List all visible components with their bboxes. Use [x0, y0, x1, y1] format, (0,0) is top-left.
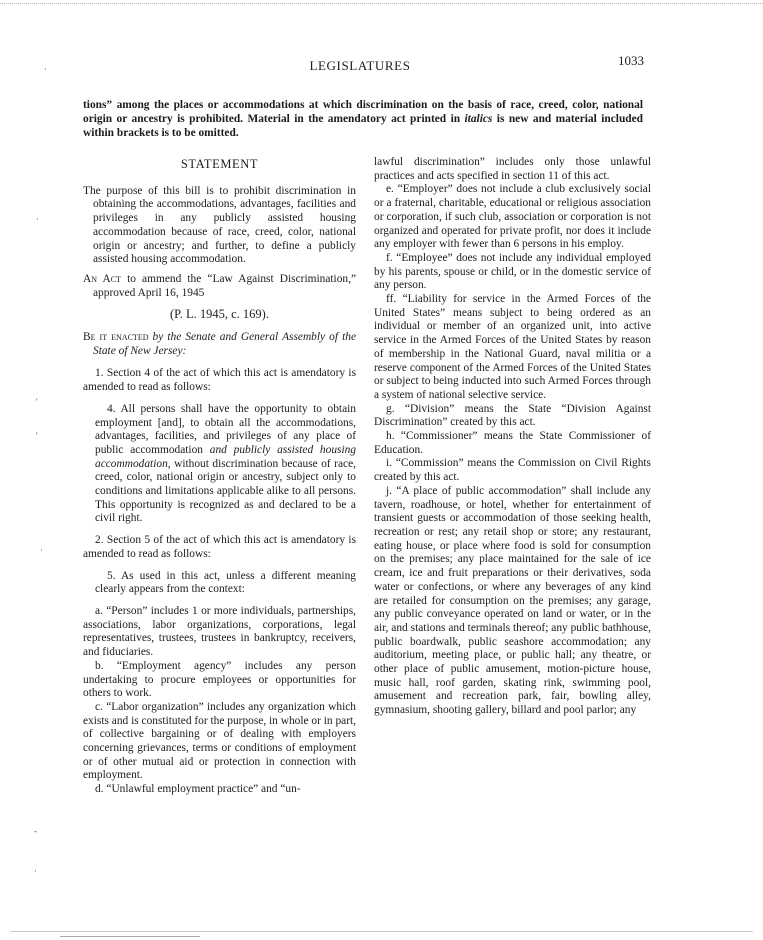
page-bottom-edge-shadow — [60, 936, 200, 937]
act-title-text: to ammend the “Law Against Discrimination,” approved April 16, 1945 — [93, 272, 357, 299]
page-top-edge — [0, 3, 763, 4]
scan-speck: ' — [36, 431, 38, 441]
scan-speck: ' — [36, 397, 38, 407]
section-1-intro: 1. Section 4 of the act of which this act is amendatory is amended to read as follows: — [83, 367, 356, 394]
definition-i: i. “Commission” means the Commission on Civil Rights created by this act. — [374, 457, 651, 484]
act-title — [83, 273, 356, 300]
section-2-intro: 2. Section 5 of the act of which this act is amendatory is amended to read as follows: — [83, 534, 356, 560]
page-bottom-edge — [10, 931, 753, 932]
act-prefix: An Act — [83, 272, 121, 285]
intro-text-2: is new and material included within brackets is to be omitted. — [83, 113, 643, 140]
running-header: LEGISLATURES — [309, 58, 411, 73]
scan-speck: · — [34, 866, 37, 876]
enact-text: by the Senate and General Assembly of the State of New Jersey: — [93, 331, 356, 357]
definition-f: f. “Employee” does not include any individual employed by his parents, spouse or child, or in the domestic service of any person. — [374, 251, 651, 292]
scan-speck: - — [34, 826, 37, 836]
definition-e: e. “Employer” does not include a club exclusively social or a fraternal, charitable, educational or religious association or corporation, if such club, association or corporation is not organized and operated for private profit, nor does it include any employer with fewer than 6 persons in his employ. — [374, 183, 651, 251]
definition-ff: ff. “Liability for service in the Armed Forces of the United States” means subject to being ordered as an individual or member of an organized unit, into active service in the Armed Forces of the United States by reason of membership in the National Guard, naval militia or a reserve component of the Armed Forces of the United States or subject to being inducted into such Armed Forces through a system of national selective service. — [374, 293, 651, 401]
definition-j: j. “A place of public accommodation” shall include any tavern, roadhouse, or hotel, whether for entertainment of transient guests or accommodation of those seeking health, recreation or rest; any retail shop or store; any restaurant, eating house, or place where food is sold for consumption on the premises; any place maintained for the sale of ice cream, ice and fruit preparations or their derivatives, soda water or confections, or where any beverages of any kind are retailed for consumption on the premises; any garage, any public conveyance operated on land or water, or in the air, and stations and terminals thereof; any public bathhouse, public boardwalk, public seashore accommodation; any auditorium, meeting place, or public hall; any theatre, or other place of public amusement, motion-picture house, music hall, roof garden, skating rink, swimming pool, amusement and recreation park, fair, bowling alley, gymnasium, shooting gallery, billard and pool parlor; any — [374, 484, 651, 717]
statement-text: The purpose of this bill is to prohibit discrimination in obtaining the accommodations, advantages, facilities and privileges in any publicly assisted housing accommodation because of race, creed, color, national origin or ancestry; and further, to define a publicly assisted housing accommodation. — [83, 184, 356, 266]
scan-speck: · — [44, 64, 47, 74]
definition-g: g. “Division” means the State “Division Against Discrimination” created by this act. — [374, 402, 651, 429]
intro-italics-word: italics — [464, 113, 493, 126]
section-4-text-2: , without discrimination because of race, creed, color, national origin or ancestry, subject only to conditions and limitations applicable alike to all persons. This opportunity is recognized as and declared to be a civil right. — [95, 457, 356, 525]
definition-d-continuation: lawful discrimination” includes only those unlawful practices and acts specified in section 11 of this act. — [374, 156, 651, 182]
intro-text-1: tions” among the places or accommodations at which discrimination on the basis of race, creed, color, national origin or ancestry is prohibited. Material in the amendatory act printed in — [83, 99, 643, 126]
statement-heading: STATEMENT — [180, 157, 259, 171]
definition-b: b. “Employment agency” includes any person undertaking to procure employees or opportunities for others to work. — [83, 659, 356, 700]
right-column — [374, 156, 651, 718]
left-column — [83, 156, 356, 797]
section-4-quote — [83, 403, 356, 526]
section-5-quote: 5. As used in this act, unless a different meaning clearly appears from the context: — [95, 569, 356, 596]
section-4-text-1: 4. All persons shall have the opportunity to obtain employment [and], to obtain all the accommodations, advantages, facilities, and privileges of any place of public accommodation — [95, 402, 356, 456]
intro-paragraph — [83, 98, 643, 141]
enact-prefix: Be it enacted — [83, 331, 149, 344]
page-number: 1033 — [618, 53, 644, 68]
enacting-clause — [83, 331, 356, 358]
definition-a: a. “Person” includes 1 or more individuals, partnerships, associations, labor organizations, corporations, legal representatives, trustees, trustees in bankruptcy, receivers, and fiduciaries. — [83, 604, 356, 659]
scan-speck: · — [40, 545, 43, 555]
definition-c: c. “Labor organization” includes any organization which exists and is constituted for the purpose, in whole or in part, of collective bargaining or of dealing with employers concerning grievances, terms or conditions of employment or of other mutual aid or protection in connection with employment. — [83, 700, 357, 782]
section-4-italic: and publicly assisted housing accommodation — [95, 443, 356, 470]
definition-d: d. “Unlawful employment practice” and “un- — [95, 783, 301, 796]
act-citation: (P. L. 1945, c. 169). — [170, 307, 269, 322]
definition-h: h. “Commissioner” means the State Commissioner of Education. — [374, 430, 651, 456]
scan-speck: · — [36, 214, 39, 224]
